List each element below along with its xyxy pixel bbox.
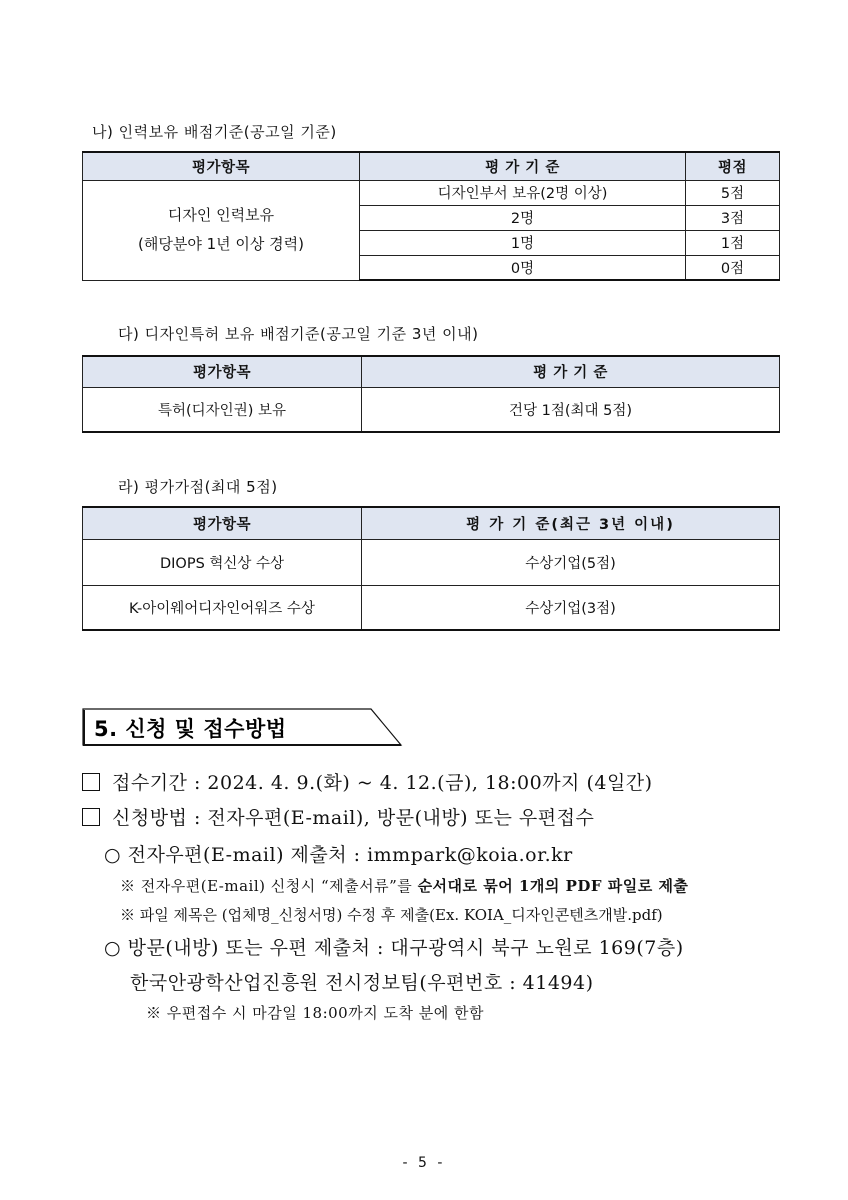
header-eval-criteria: 평 가 기 준(최근 3년 이내) — [362, 507, 780, 539]
section-na-title: 나) 인력보유 배점기준(공고일 기준) — [92, 123, 337, 141]
method-line — [82, 803, 594, 830]
visit-line: ○ 방문(내방) 또는 우편 제출처 : 대구광역시 북구 노원로 169(7층) — [104, 937, 684, 959]
email-note-bold: 순서대로 묶어 1개의 PDF 파일로 제출 — [417, 877, 689, 895]
checkbox-icon — [82, 808, 100, 826]
bonus-score-table — [82, 506, 780, 631]
bonus-item-cell: K-아이웨어디자인어워즈 수상 — [83, 585, 362, 630]
email-line: ○ 전자우편(E-mail) 제출처 : immpark@koia.or.kr — [104, 844, 573, 866]
method-text: 신청방법 : 전자우편(E-mail), 방문(내방) 또는 우편접수 — [112, 807, 595, 829]
section-ra-title: 라) 평가가점(최대 5점) — [118, 478, 278, 496]
bonus-criterion-cell: 수상기업(3점) — [362, 585, 780, 630]
score-cell: 3점 — [686, 205, 780, 230]
deadline-note: ※ 우편접수 시 마감일 18:00까지 도착 분에 한함 — [146, 1004, 484, 1022]
period-text: 접수기간 : 2024. 4. 9.(화) ~ 4. 12.(금), 18:00까지 (4일간) — [112, 772, 653, 794]
bonus-criterion-cell: 수상기업(5점) — [362, 539, 780, 585]
criterion-cell: 2명 — [360, 205, 686, 230]
header-eval-item: 평가항목 — [83, 507, 362, 539]
header-eval-item: 평가항목 — [83, 152, 360, 180]
eval-item-line2: (해당분야 1년 이상 경력) — [138, 235, 304, 253]
criterion-cell: 디자인부서 보유(2명 이상) — [360, 180, 686, 205]
patent-item-cell: 특허(디자인권) 보유 — [83, 387, 362, 432]
eval-item-line1: 디자인 인력보유 — [167, 206, 275, 224]
email-note-prefix: ※ 전자우편(E-mail) 신청시 “제출서류”를 — [120, 877, 418, 895]
section-5-title: 5. 신청 및 접수방법 — [94, 717, 287, 741]
section-da-title: 다) 디자인특허 보유 배점기준(공고일 기준 3년 이내) — [118, 325, 479, 343]
patent-score-table — [82, 355, 780, 433]
filename-note: ※ 파일 제목은 (업체명_신청서명) 수정 후 제출(Ex. KOIA_디자인콘텐츠개발.pdf) — [120, 906, 663, 924]
period-line — [82, 768, 653, 795]
eval-item-cell — [83, 180, 360, 280]
section-5-heading — [82, 708, 402, 746]
header-eval-criteria: 평 가 기 준 — [362, 356, 780, 387]
header-eval-item: 평가항목 — [83, 356, 362, 387]
header-eval-criteria: 평 가 기 준 — [360, 152, 686, 180]
score-cell: 5점 — [686, 180, 780, 205]
header-score: 평점 — [686, 152, 780, 180]
score-cell: 0점 — [686, 255, 780, 280]
bonus-item-cell: DIOPS 혁신상 수상 — [83, 539, 362, 585]
manpower-score-table — [82, 151, 780, 281]
page-number: - 5 - — [402, 1155, 446, 1171]
checkbox-icon — [82, 773, 100, 791]
criterion-cell: 0명 — [360, 255, 686, 280]
criterion-cell: 1명 — [360, 230, 686, 255]
org-line: 한국안광학산업진흥원 전시정보팀(우편번호 : 41494) — [130, 972, 594, 994]
score-cell: 1점 — [686, 230, 780, 255]
patent-criterion-cell: 건당 1점(최대 5점) — [362, 387, 780, 432]
email-note — [120, 875, 688, 896]
